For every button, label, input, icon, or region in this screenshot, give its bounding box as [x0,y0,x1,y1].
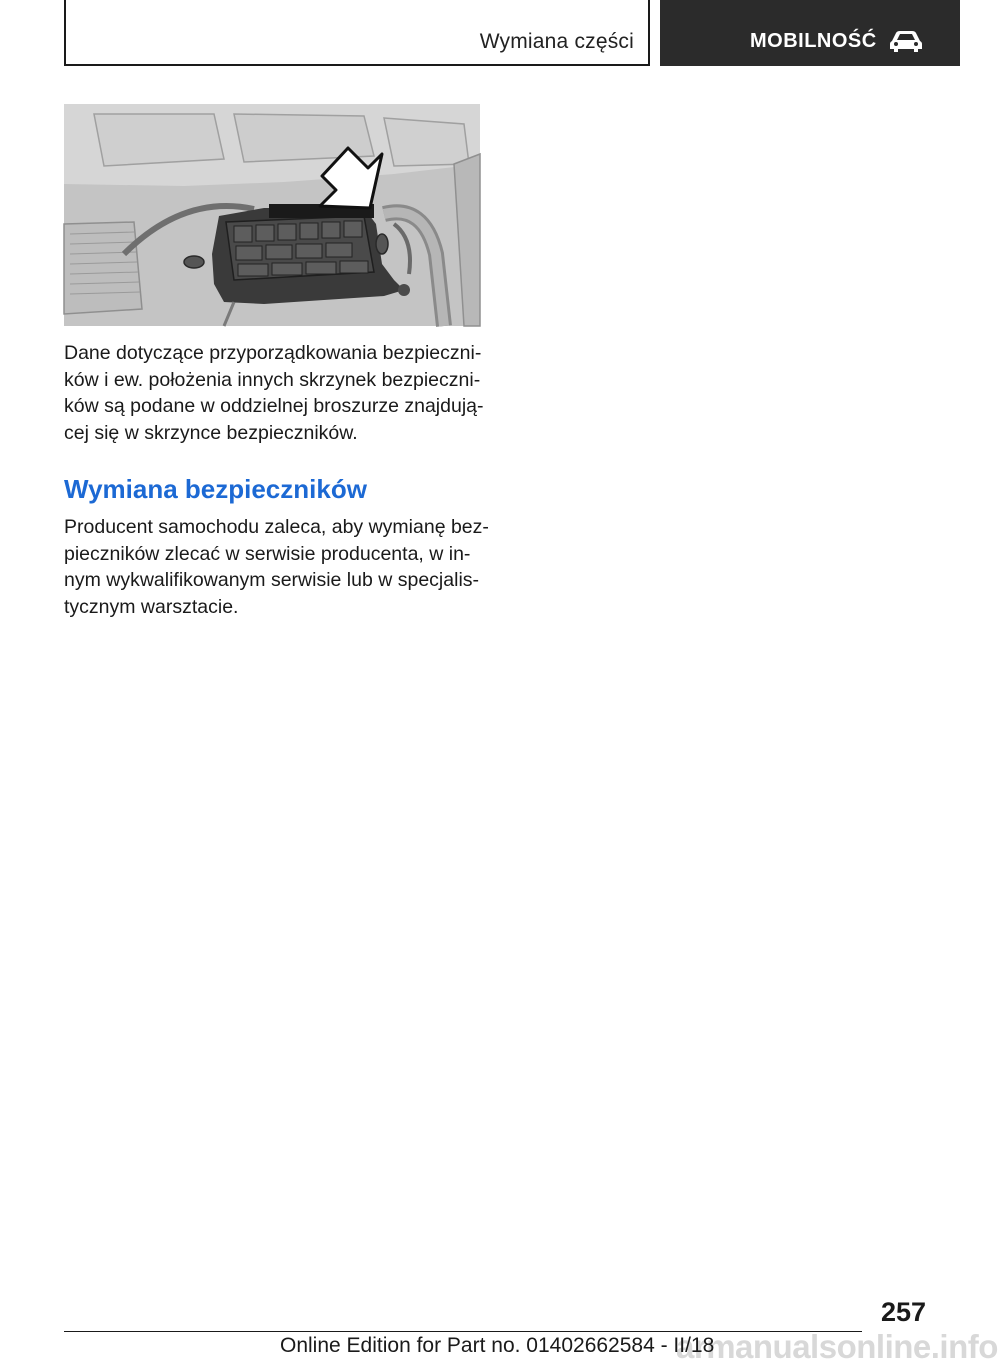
chapter-title: MOBILNOŚĆ [750,30,877,52]
section-title: Wymiana części [479,30,634,53]
watermark: armanualsonline.info [676,1328,998,1365]
fuse-box-photo [64,104,480,326]
section-heading: Wymiana bezpieczników [64,474,367,504]
text-line: pieczników zlecać w serwisie producenta, w in‐ [64,542,471,565]
header-section-box [64,0,650,66]
edition-info: Online Edition for Part no. 01402662584 - II/18 [280,1334,715,1357]
text-line: Dane dotyczące przyporządkowania bezpieczni‐ [64,342,482,364]
header-chapter-box [660,0,960,66]
text-line: nym wykwalifikowanym serwisie lub w specjalis‐ [64,569,480,591]
text-line: ków i ew. położenia innych skrzynek bezpieczni‐ [64,368,481,391]
text-line: Producent samochodu zaleca, aby wymianę bez‐ [64,516,489,538]
paragraph-fuse-info [64,340,484,446]
car-icon [888,28,924,54]
paragraph-fuse-replacement [64,514,489,620]
text-line: tycznym warsztacie. [64,595,239,618]
page-number: 257 [880,1297,926,1327]
text-line: ków są podane w oddzielnej broszurze znajdują‐ [64,395,484,417]
text-line: cej się w skrzynce bezpieczników. [64,421,358,444]
